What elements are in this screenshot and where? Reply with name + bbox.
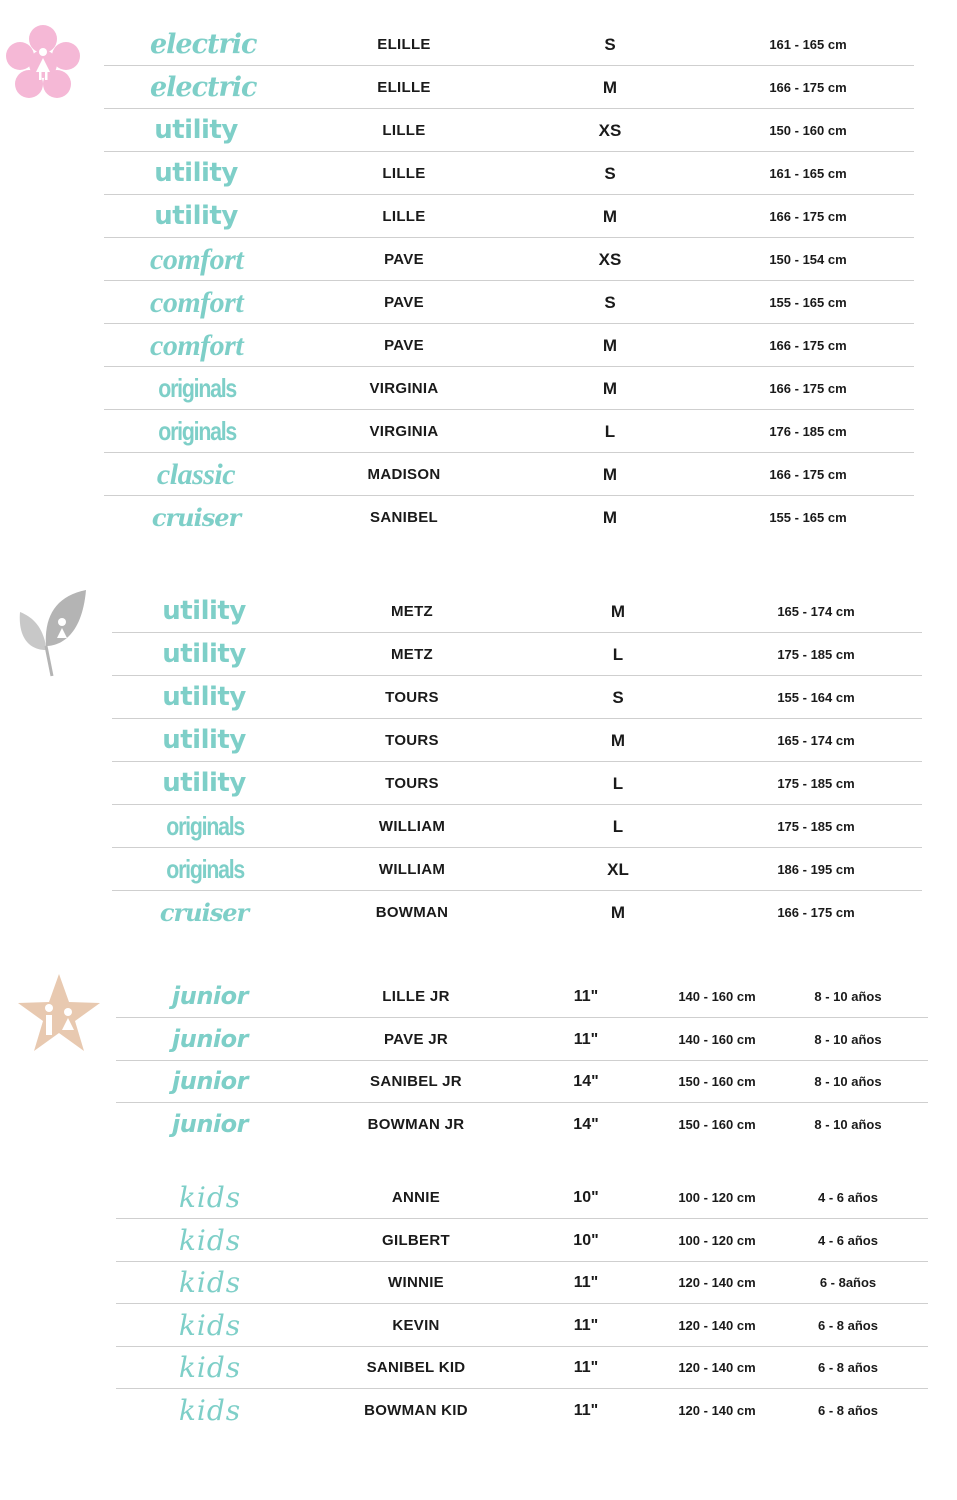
wheel-size: 10" [573, 1189, 599, 1206]
series-logo: utility [162, 639, 246, 669]
height-range: 175 - 185 cm [777, 647, 855, 662]
frame-size: M [602, 379, 618, 398]
model-name: WILLIAM [378, 818, 446, 835]
age-range: 8 - 10 años [814, 1074, 882, 1089]
frame-size: L [612, 774, 624, 793]
model-name: VIRGINIA [369, 423, 439, 440]
table-row [0, 848, 957, 891]
height-range: 155 - 165 cm [769, 295, 847, 310]
height-range: 166 - 175 cm [769, 338, 847, 353]
model-name: LILLE [382, 165, 426, 182]
frame-size: M [610, 903, 626, 922]
height-range: 175 - 185 cm [777, 819, 855, 834]
height-range: 161 - 165 cm [769, 166, 847, 181]
frame-size: XS [598, 250, 622, 269]
height-range: 100 - 120 cm [678, 1190, 756, 1205]
frame-size: M [602, 508, 618, 527]
series-logo: kids [178, 1308, 242, 1342]
series-logo: utility [154, 201, 238, 231]
wheel-size: 11" [573, 1274, 599, 1292]
model-name: PAVE [384, 294, 424, 311]
height-range: 120 - 140 cm [678, 1275, 756, 1291]
frame-size: M [602, 207, 618, 226]
series-logo: kids [178, 1223, 242, 1257]
model-name: TOURS [385, 775, 439, 792]
frame-size: M [602, 78, 618, 97]
age-range: 4 - 6 años [818, 1190, 878, 1205]
frame-size: S [612, 688, 624, 707]
wheel-size: 14" [573, 1073, 599, 1090]
age-range: 6 - 8 años [818, 1360, 878, 1376]
series-logo: originals [158, 416, 237, 446]
height-range: 165 - 174 cm [777, 733, 855, 748]
height-range: 166 - 175 cm [769, 467, 847, 482]
model-name: LILLE [382, 122, 426, 139]
height-range: 161 - 165 cm [769, 37, 847, 52]
model-name: GILBERT [382, 1231, 450, 1249]
table-row [0, 195, 957, 238]
table-row [0, 281, 957, 324]
table-row [0, 676, 957, 719]
table-row [0, 324, 957, 367]
height-range: 166 - 175 cm [769, 80, 847, 95]
series-logo: utility [154, 158, 238, 188]
frame-size: S [604, 35, 616, 54]
height-range: 150 - 160 cm [678, 1116, 756, 1132]
wheel-size: 11" [573, 1316, 599, 1334]
series-logo: originals [166, 811, 245, 841]
table-row [0, 1261, 957, 1304]
table-row [0, 1304, 957, 1347]
series-logo: comfort [150, 329, 244, 362]
series-logo: utility [162, 596, 246, 626]
series-logo: junior [172, 982, 248, 1010]
model-name: LILLE [382, 208, 426, 225]
frame-size: L [604, 422, 616, 441]
table-row [0, 1219, 957, 1262]
model-name: VIRGINIA [369, 380, 439, 397]
series-logo: junior [172, 1067, 248, 1095]
model-name: ELILLE [377, 79, 431, 96]
series-logo: originals [166, 854, 245, 884]
height-range: 166 - 175 cm [769, 209, 847, 224]
model-name: SANIBEL KID [366, 1359, 466, 1377]
table-row [0, 152, 957, 195]
series-logo: cruiser [151, 503, 241, 532]
series-logo: junior [172, 1024, 248, 1053]
frame-size: S [604, 293, 616, 312]
height-range: 120 - 140 cm [678, 1317, 756, 1333]
table-row [0, 410, 957, 453]
series-logo: kids [178, 1351, 242, 1385]
series-logo: cruiser [159, 898, 249, 927]
height-range: 166 - 175 cm [777, 905, 855, 920]
series-logo: originals [158, 373, 237, 403]
model-name: PAVE JR [383, 1030, 449, 1048]
frame-size: M [602, 465, 618, 484]
wheel-size: 11" [573, 1402, 599, 1419]
table-row [0, 367, 957, 410]
table-row [0, 1103, 957, 1146]
height-range: 175 - 185 cm [777, 776, 855, 791]
wheel-size: 11" [573, 1030, 599, 1048]
series-logo: junior [172, 1109, 248, 1138]
model-name: PAVE [384, 251, 424, 268]
model-name: TOURS [385, 689, 439, 706]
age-range: 8 - 10 años [814, 1031, 882, 1047]
table-row [0, 633, 957, 676]
frame-size: M [610, 731, 626, 750]
height-range: 150 - 160 cm [769, 123, 847, 138]
frame-size: M [602, 336, 618, 355]
height-range: 165 - 174 cm [777, 604, 855, 619]
frame-size: L [612, 645, 624, 664]
age-range: 6 - 8 años [818, 1403, 878, 1418]
height-range: 155 - 165 cm [769, 510, 847, 525]
table-row [0, 805, 957, 848]
series-logo: kids [178, 1394, 242, 1427]
model-name: WINNIE [388, 1274, 444, 1292]
series-logo: kids [178, 1181, 242, 1214]
series-logo: electric [150, 29, 257, 60]
table-row [0, 453, 957, 496]
table-row [0, 891, 957, 934]
table-row [0, 1018, 957, 1061]
table-row [0, 496, 957, 539]
model-name: BOWMAN [375, 904, 449, 921]
age-range: 6 - 8años [819, 1275, 877, 1291]
table-row [0, 1389, 957, 1432]
height-range: 140 - 160 cm [678, 989, 756, 1004]
frame-size: M [610, 602, 626, 621]
series-logo: classic [156, 458, 236, 491]
height-range: 140 - 160 cm [678, 1031, 756, 1047]
height-range: 186 - 195 cm [777, 862, 855, 877]
table-row [0, 23, 957, 66]
series-logo: utility [162, 725, 246, 755]
series-logo: utility [154, 115, 238, 145]
wheel-size: 11" [573, 1359, 599, 1377]
table-row [0, 1060, 957, 1103]
table-row [0, 1346, 957, 1389]
height-range: 166 - 175 cm [769, 381, 847, 396]
model-name: WILLIAM [378, 861, 446, 878]
model-name: PAVE [384, 337, 424, 354]
height-range: 120 - 140 cm [678, 1403, 756, 1418]
model-name: KEVIN [392, 1316, 440, 1334]
age-range: 4 - 6 años [818, 1232, 878, 1248]
age-range: 6 - 8 años [818, 1317, 878, 1333]
series-logo: electric [150, 72, 257, 103]
table-row [0, 590, 957, 633]
age-range: 8 - 10 años [814, 1116, 882, 1132]
series-logo: comfort [150, 243, 244, 276]
frame-size: XL [607, 860, 629, 879]
series-logo: utility [162, 682, 246, 712]
model-name: SANIBEL JR [370, 1073, 462, 1090]
height-range: 100 - 120 cm [678, 1232, 756, 1248]
height-range: 150 - 154 cm [769, 252, 847, 267]
model-name: METZ [390, 646, 434, 663]
height-range: 155 - 164 cm [777, 690, 855, 705]
table-row [0, 109, 957, 152]
height-range: 176 - 185 cm [769, 424, 847, 439]
series-logo: comfort [150, 286, 244, 319]
table-row [0, 719, 957, 762]
model-name: LILLE JR [382, 988, 450, 1005]
wheel-size: 10" [573, 1231, 599, 1249]
series-logo: kids [178, 1266, 242, 1300]
height-range: 120 - 140 cm [678, 1360, 756, 1376]
model-name: BOWMAN JR [367, 1115, 465, 1133]
frame-size: S [604, 164, 616, 183]
series-logo: utility [162, 768, 246, 798]
model-name: ANNIE [391, 1189, 441, 1206]
model-name: ELILLE [377, 36, 431, 53]
age-range: 8 - 10 años [814, 989, 882, 1004]
table-row [0, 762, 957, 805]
table-row [0, 238, 957, 281]
table-row [0, 66, 957, 109]
height-range: 150 - 160 cm [678, 1074, 756, 1089]
model-name: TOURS [385, 732, 439, 749]
frame-size: XS [598, 121, 622, 140]
model-name: BOWMAN KID [364, 1402, 468, 1419]
table-row [0, 1176, 957, 1219]
model-name: MADISON [367, 466, 441, 483]
frame-size: L [612, 817, 624, 836]
wheel-size: 14" [573, 1115, 599, 1133]
model-name: METZ [390, 603, 434, 620]
model-name: SANIBEL [370, 509, 438, 526]
wheel-size: 11" [573, 988, 599, 1005]
table-row [0, 975, 957, 1018]
